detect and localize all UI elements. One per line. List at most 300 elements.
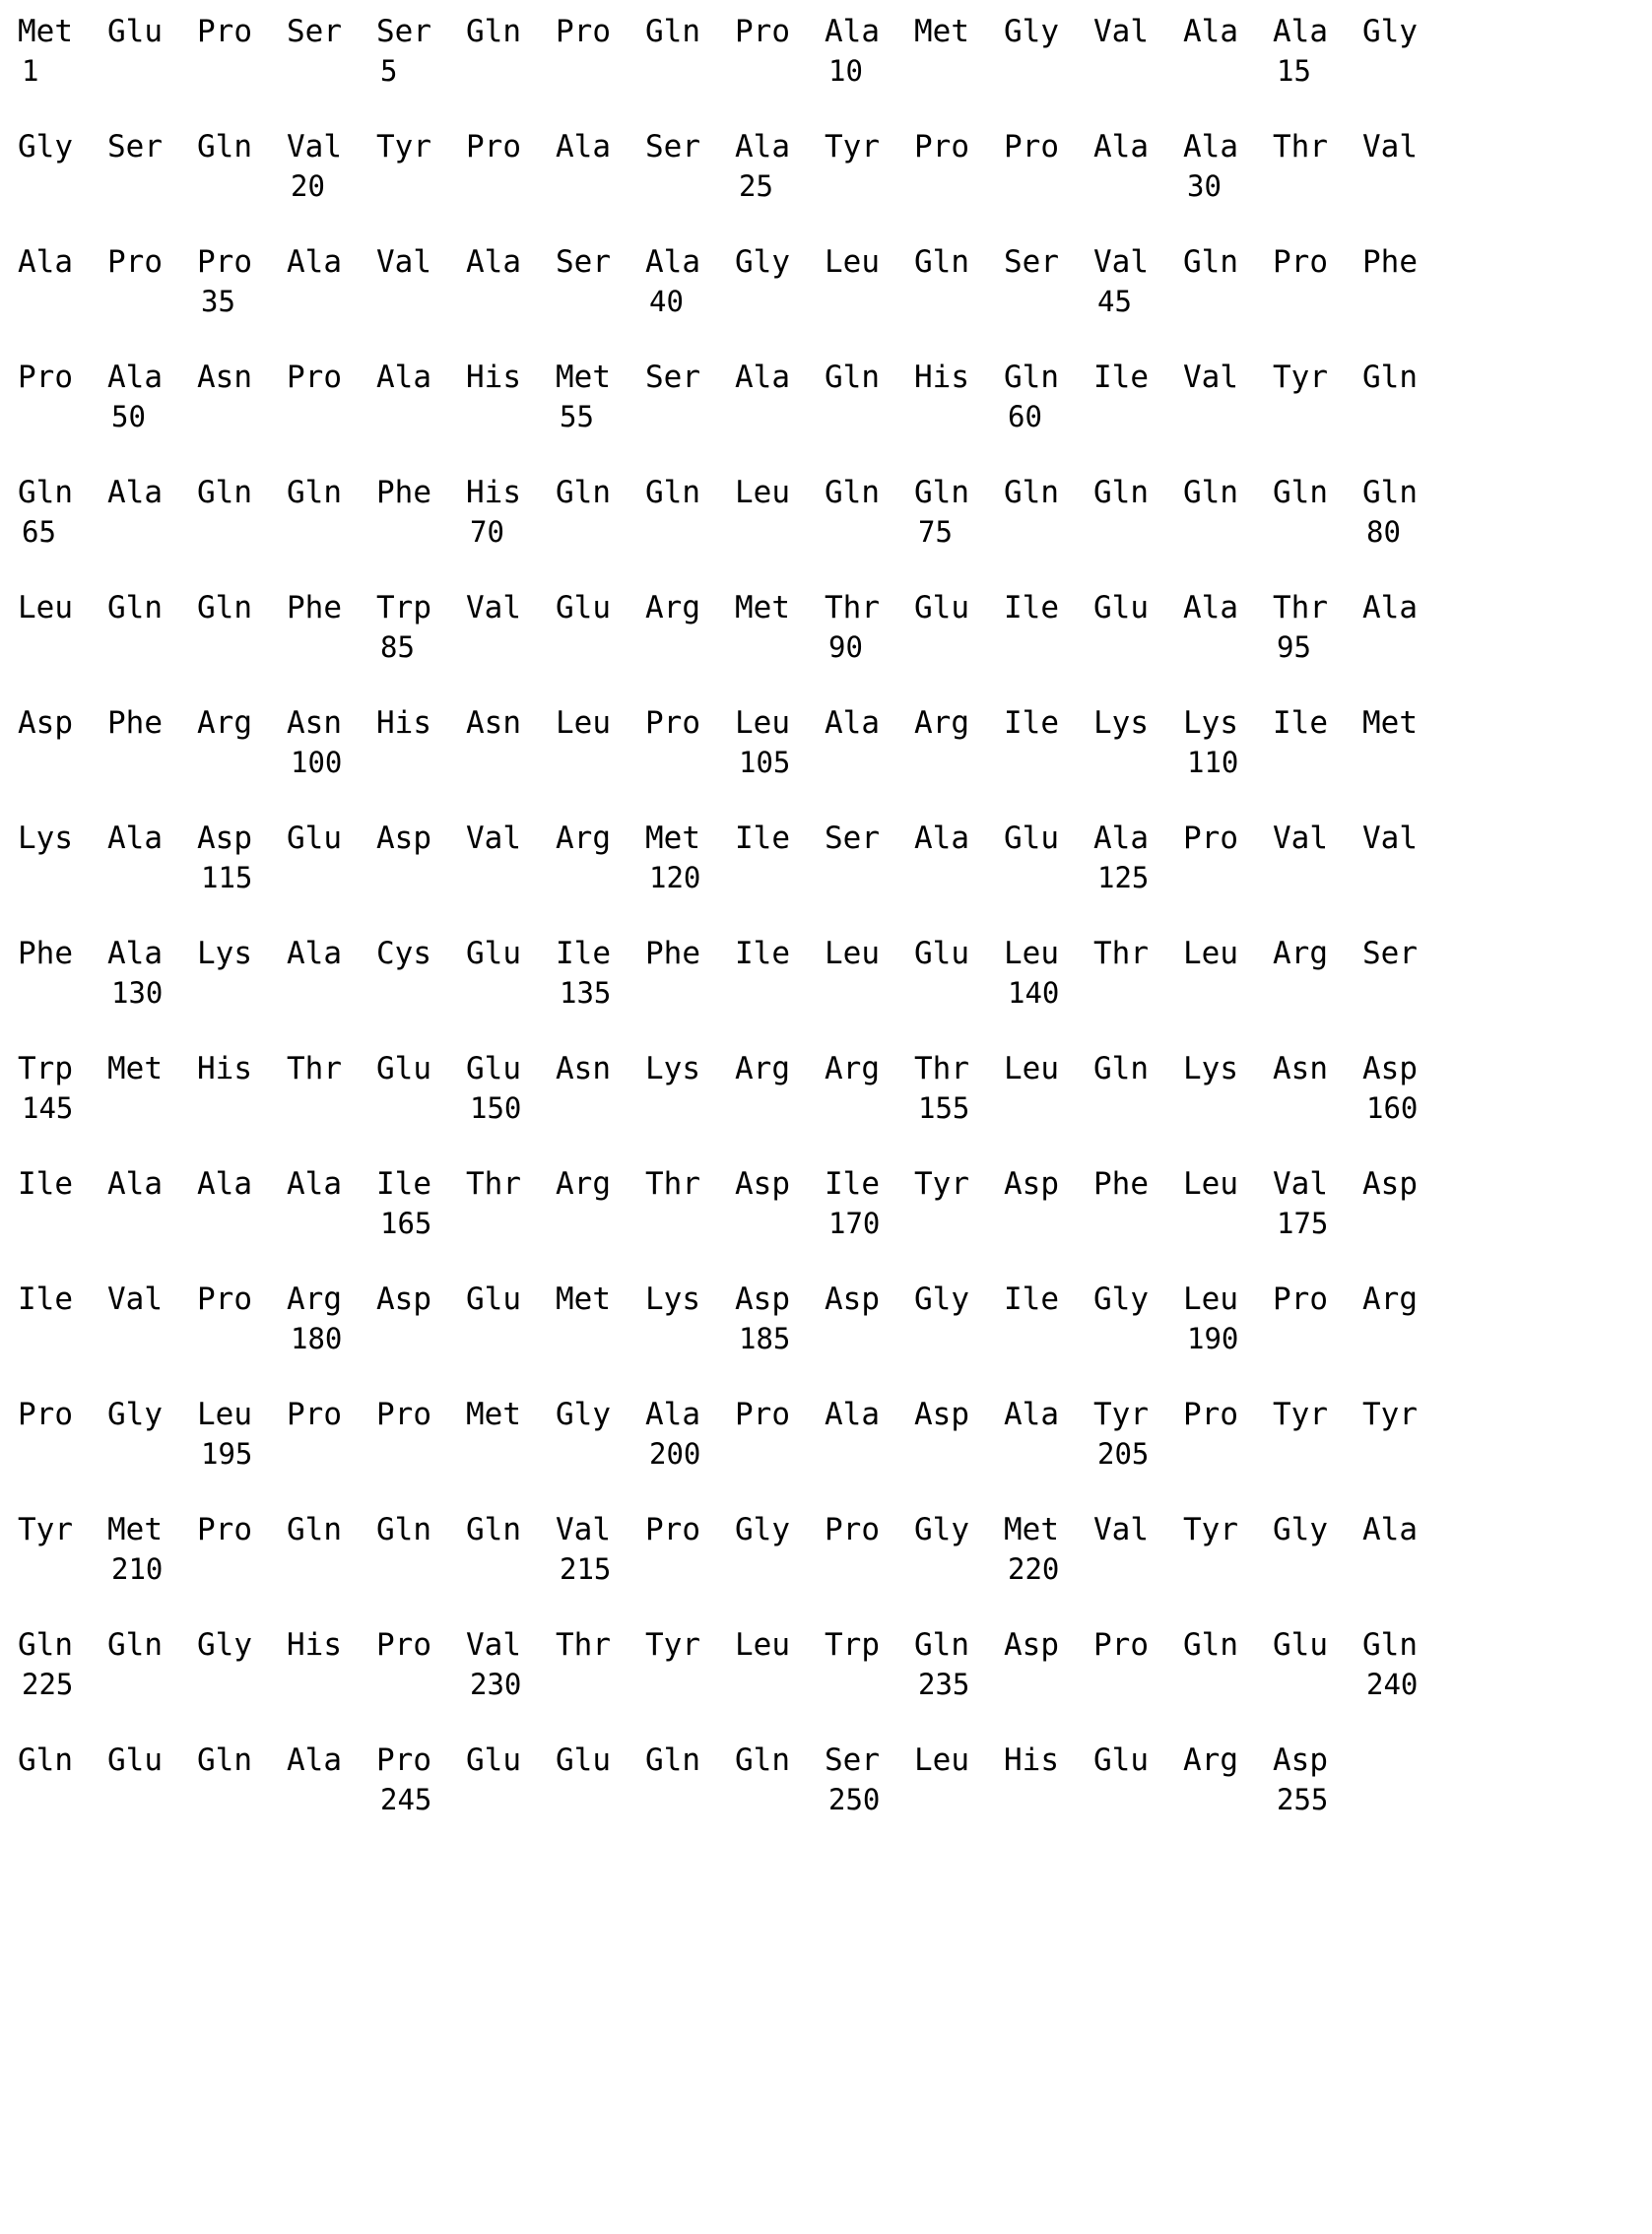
- residue-code: Gln: [1093, 475, 1149, 510]
- residue-code: Met: [735, 590, 790, 625]
- residue-cell: [287, 1742, 376, 1816]
- residue-code: Pro: [1183, 821, 1238, 856]
- residue-position-number: 60: [1008, 400, 1042, 433]
- residue-code: His: [466, 475, 521, 510]
- residue-code: Gly: [18, 129, 73, 164]
- residue-cell: [1362, 1281, 1452, 1355]
- residue-cell: [466, 1397, 556, 1471]
- residue-code: Ile: [1093, 360, 1149, 395]
- residue-cell: [914, 129, 1004, 203]
- residue-code: Pro: [735, 1397, 790, 1432]
- residue-cell: [376, 1281, 466, 1355]
- residue-code: Ala: [1362, 1512, 1418, 1547]
- residue-code: Gly: [914, 1281, 969, 1317]
- residue-cell: [1362, 590, 1452, 664]
- residue-cell: [18, 14, 107, 88]
- residue-cell: [1183, 1166, 1273, 1240]
- residue-code: Ala: [107, 936, 163, 971]
- residue-cell: [825, 705, 914, 779]
- residue-cell: [735, 244, 825, 318]
- residue-code: Ser: [645, 129, 700, 164]
- residue-cell: [1093, 705, 1183, 779]
- residue-cell: [197, 1627, 287, 1701]
- residue-cell: [18, 360, 107, 433]
- residue-cell: [1093, 1512, 1183, 1586]
- residue-code: Gln: [197, 475, 252, 510]
- sequence-line: [18, 1512, 1652, 1586]
- residue-cell: [825, 360, 914, 433]
- residue-cell: [735, 705, 825, 779]
- residue-code: Trp: [376, 590, 431, 625]
- residue-cell: [197, 129, 287, 203]
- residue-cell: [556, 14, 645, 88]
- residue-code: Thr: [1273, 129, 1328, 164]
- residue-cell: [107, 1742, 197, 1816]
- residue-code: Gln: [376, 1512, 431, 1547]
- residue-cell: [914, 1281, 1004, 1355]
- residue-cell: [466, 1281, 556, 1355]
- residue-code: Met: [18, 14, 73, 49]
- residue-code: Ser: [645, 360, 700, 395]
- residue-code: Pro: [1093, 1627, 1149, 1663]
- residue-code: Ser: [1004, 244, 1059, 280]
- residue-cell: [645, 1281, 735, 1355]
- residue-code: Leu: [1183, 936, 1238, 971]
- residue-cell: [825, 1281, 914, 1355]
- residue-code: Ala: [1273, 14, 1328, 49]
- residue-cell: [825, 1166, 914, 1240]
- residue-cell: [914, 14, 1004, 88]
- residue-cell: [1004, 1742, 1093, 1816]
- residue-code: Gln: [287, 475, 342, 510]
- residue-code: Arg: [1273, 936, 1328, 971]
- residue-cell: [376, 360, 466, 433]
- residue-code: Pro: [197, 14, 252, 49]
- residue-code: Tyr: [18, 1512, 73, 1547]
- residue-cell: [1093, 244, 1183, 318]
- residue-cell: [735, 475, 825, 549]
- residue-code: Val: [376, 244, 431, 280]
- residue-code: Pro: [466, 129, 521, 164]
- residue-code: Ala: [825, 14, 880, 49]
- residue-cell: [107, 129, 197, 203]
- residue-code: Gln: [1004, 360, 1059, 395]
- residue-code: Ala: [735, 129, 790, 164]
- residue-cell: [914, 1397, 1004, 1471]
- sequence-line: [18, 821, 1652, 894]
- residue-cell: [914, 1742, 1004, 1816]
- residue-cell: [1004, 1512, 1093, 1586]
- residue-code: Arg: [825, 1051, 880, 1086]
- residue-cell: [1273, 705, 1362, 779]
- residue-code: Ser: [107, 129, 163, 164]
- residue-cell: [287, 821, 376, 894]
- residue-code: Lys: [18, 821, 73, 856]
- residue-code: Phe: [645, 936, 700, 971]
- residue-code: Pro: [197, 1512, 252, 1547]
- residue-code: Ile: [18, 1166, 73, 1202]
- residue-cell: [287, 14, 376, 88]
- residue-code: Arg: [1183, 1742, 1238, 1778]
- residue-position-number: 130: [111, 976, 164, 1010]
- residue-cell: [466, 360, 556, 433]
- residue-code: Gly: [1093, 1281, 1149, 1317]
- residue-code: Ala: [1183, 590, 1238, 625]
- residue-cell: [287, 1397, 376, 1471]
- residue-cell: [18, 1281, 107, 1355]
- residue-code: Asp: [18, 705, 73, 741]
- residue-code: Ala: [376, 360, 431, 395]
- residue-code: Cys: [376, 936, 431, 971]
- residue-position-number: 5: [380, 54, 398, 88]
- residue-cell: [1093, 1281, 1183, 1355]
- residue-cell: [914, 1166, 1004, 1240]
- residue-code: Pro: [645, 1512, 700, 1547]
- residue-code: Val: [1273, 1166, 1328, 1202]
- residue-cell: [1093, 590, 1183, 664]
- residue-cell: [107, 1627, 197, 1701]
- residue-cell: [556, 1281, 645, 1355]
- residue-code: Ala: [825, 705, 880, 741]
- residue-code: Leu: [1183, 1281, 1238, 1317]
- residue-code: Pro: [914, 129, 969, 164]
- residue-cell: [1362, 936, 1452, 1010]
- residue-code: Arg: [1362, 1281, 1418, 1317]
- residue-code: Met: [107, 1512, 163, 1547]
- residue-code: Arg: [287, 1281, 342, 1317]
- residue-cell: [287, 1051, 376, 1125]
- residue-code: Asp: [735, 1166, 790, 1202]
- residue-cell: [107, 14, 197, 88]
- residue-code: Gln: [1183, 1627, 1238, 1663]
- residue-code: Phe: [1362, 244, 1418, 280]
- residue-cell: [18, 1512, 107, 1586]
- sequence-line: [18, 590, 1652, 664]
- residue-code: Thr: [1273, 590, 1328, 625]
- residue-position-number: 115: [201, 861, 253, 894]
- residue-cell: [645, 1397, 735, 1471]
- residue-code: Ala: [1093, 821, 1149, 856]
- residue-code: Gly: [735, 244, 790, 280]
- residue-code: Tyr: [1273, 1397, 1328, 1432]
- residue-code: Met: [107, 1051, 163, 1086]
- residue-position-number: 205: [1097, 1437, 1150, 1471]
- residue-cell: [914, 360, 1004, 433]
- residue-code: Gln: [914, 244, 969, 280]
- residue-cell: [466, 1742, 556, 1816]
- residue-cell: [735, 936, 825, 1010]
- residue-position-number: 240: [1366, 1668, 1419, 1701]
- residue-cell: [1273, 360, 1362, 433]
- residue-cell: [825, 475, 914, 549]
- residue-cell: [1183, 705, 1273, 779]
- residue-code: Gln: [1183, 244, 1238, 280]
- residue-cell: [1093, 1397, 1183, 1471]
- residue-code: Asp: [376, 1281, 431, 1317]
- residue-cell: [735, 1051, 825, 1125]
- residue-cell: [1273, 1397, 1362, 1471]
- residue-code: Val: [466, 1627, 521, 1663]
- residue-cell: [735, 14, 825, 88]
- residue-code: Asn: [287, 705, 342, 741]
- residue-code: Ala: [1362, 590, 1418, 625]
- residue-code: Glu: [466, 936, 521, 971]
- sequence-line: [18, 129, 1652, 203]
- residue-code: Gln: [197, 129, 252, 164]
- residue-cell: [466, 244, 556, 318]
- residue-code: Glu: [287, 821, 342, 856]
- residue-cell: [1183, 1051, 1273, 1125]
- residue-cell: [376, 1051, 466, 1125]
- residue-code: Leu: [735, 475, 790, 510]
- residue-cell: [1183, 360, 1273, 433]
- residue-cell: [466, 1166, 556, 1240]
- residue-code: Glu: [466, 1281, 521, 1317]
- residue-code: Thr: [1093, 936, 1149, 971]
- residue-code: Gln: [1273, 475, 1328, 510]
- residue-code: Ala: [645, 244, 700, 280]
- residue-position-number: 200: [649, 1437, 701, 1471]
- residue-cell: [1093, 936, 1183, 1010]
- residue-cell: [1362, 1627, 1452, 1701]
- residue-code: Glu: [107, 1742, 163, 1778]
- residue-code: Pro: [197, 244, 252, 280]
- residue-code: Val: [1093, 14, 1149, 49]
- residue-code: Asp: [825, 1281, 880, 1317]
- residue-cell: [376, 705, 466, 779]
- residue-cell: [1093, 475, 1183, 549]
- residue-cell: [1273, 1166, 1362, 1240]
- residue-cell: [287, 1627, 376, 1701]
- residue-cell: [1362, 1051, 1452, 1125]
- residue-cell: [1183, 1397, 1273, 1471]
- residue-code: Ala: [1183, 14, 1238, 49]
- residue-cell: [376, 936, 466, 1010]
- residue-code: Tyr: [1273, 360, 1328, 395]
- residue-position-number: 135: [560, 976, 612, 1010]
- residue-cell: [645, 360, 735, 433]
- residue-code: Phe: [18, 936, 73, 971]
- residue-position-number: 165: [380, 1207, 432, 1240]
- sequence-line: [18, 1742, 1652, 1816]
- residue-cell: [1273, 590, 1362, 664]
- residue-cell: [556, 244, 645, 318]
- residue-code: Val: [556, 1512, 611, 1547]
- residue-cell: [1004, 590, 1093, 664]
- residue-cell: [466, 475, 556, 549]
- residue-code: Leu: [825, 244, 880, 280]
- residue-cell: [556, 1512, 645, 1586]
- residue-code: Gln: [18, 475, 73, 510]
- residue-code: Ala: [735, 360, 790, 395]
- residue-code: Gln: [107, 1627, 163, 1663]
- residue-code: Glu: [376, 1051, 431, 1086]
- residue-cell: [825, 936, 914, 1010]
- residue-code: Gln: [107, 590, 163, 625]
- residue-code: Pro: [18, 360, 73, 395]
- residue-code: Gln: [466, 14, 521, 49]
- residue-code: Phe: [107, 705, 163, 741]
- residue-code: Ala: [287, 244, 342, 280]
- residue-code: Glu: [466, 1742, 521, 1778]
- residue-cell: [914, 1627, 1004, 1701]
- residue-cell: [466, 705, 556, 779]
- residue-cell: [1004, 1281, 1093, 1355]
- residue-code: His: [1004, 1742, 1059, 1778]
- residue-cell: [107, 705, 197, 779]
- residue-cell: [645, 1742, 735, 1816]
- sequence-line: [18, 1051, 1652, 1125]
- residue-cell: [376, 1397, 466, 1471]
- residue-code: Trp: [825, 1627, 880, 1663]
- residue-code: Arg: [556, 821, 611, 856]
- residue-code: Glu: [556, 590, 611, 625]
- residue-cell: [1362, 705, 1452, 779]
- residue-code: His: [914, 360, 969, 395]
- residue-code: Ile: [376, 1166, 431, 1202]
- residue-cell: [1004, 1627, 1093, 1701]
- residue-position-number: 25: [739, 169, 773, 203]
- residue-cell: [556, 1166, 645, 1240]
- residue-cell: [1362, 1397, 1452, 1471]
- residue-cell: [197, 590, 287, 664]
- residue-cell: [197, 360, 287, 433]
- residue-cell: [466, 129, 556, 203]
- residue-position-number: 40: [649, 285, 684, 318]
- residue-code: Gln: [1362, 360, 1418, 395]
- residue-position-number: 120: [649, 861, 701, 894]
- residue-cell: [287, 475, 376, 549]
- residue-code: Pro: [287, 360, 342, 395]
- residue-cell: [1362, 244, 1452, 318]
- residue-cell: [645, 590, 735, 664]
- residue-cell: [376, 1166, 466, 1240]
- residue-position-number: 45: [1097, 285, 1132, 318]
- residue-code: Tyr: [376, 129, 431, 164]
- residue-position-number: 30: [1187, 169, 1222, 203]
- residue-code: Pro: [287, 1397, 342, 1432]
- residue-code: Lys: [1183, 1051, 1238, 1086]
- residue-cell: [1004, 1166, 1093, 1240]
- residue-cell: [197, 821, 287, 894]
- residue-position-number: 140: [1008, 976, 1060, 1010]
- residue-cell: [556, 1051, 645, 1125]
- residue-cell: [1273, 1512, 1362, 1586]
- residue-code: Val: [1362, 129, 1418, 164]
- residue-cell: [466, 14, 556, 88]
- residue-cell: [1093, 1166, 1183, 1240]
- residue-cell: [287, 1512, 376, 1586]
- residue-cell: [197, 14, 287, 88]
- residue-code: Ala: [914, 821, 969, 856]
- residue-cell: [197, 244, 287, 318]
- residue-cell: [287, 1281, 376, 1355]
- residue-cell: [825, 244, 914, 318]
- sequence-line: [18, 1397, 1652, 1471]
- residue-code: Pro: [376, 1627, 431, 1663]
- residue-code: Glu: [1273, 1627, 1328, 1663]
- residue-cell: [556, 936, 645, 1010]
- residue-cell: [556, 129, 645, 203]
- residue-code: Tyr: [645, 1627, 700, 1663]
- residue-cell: [825, 1512, 914, 1586]
- residue-code: Pro: [645, 705, 700, 741]
- residue-code: Gln: [1093, 1051, 1149, 1086]
- residue-cell: [735, 821, 825, 894]
- residue-code: Thr: [556, 1627, 611, 1663]
- residue-cell: [1093, 821, 1183, 894]
- residue-cell: [1093, 1742, 1183, 1816]
- residue-cell: [914, 475, 1004, 549]
- residue-code: Asp: [1273, 1742, 1328, 1778]
- residue-cell: [645, 129, 735, 203]
- residue-code: Leu: [18, 590, 73, 625]
- residue-code: Ser: [556, 244, 611, 280]
- residue-cell: [645, 1627, 735, 1701]
- residue-code: Gln: [645, 14, 700, 49]
- residue-code: Arg: [914, 705, 969, 741]
- residue-code: Gln: [556, 475, 611, 510]
- residue-cell: [645, 1512, 735, 1586]
- residue-cell: [1004, 1397, 1093, 1471]
- residue-code: Ser: [825, 1742, 880, 1778]
- residue-code: Gly: [735, 1512, 790, 1547]
- residue-position-number: 70: [470, 515, 504, 549]
- residue-code: Pro: [1183, 1397, 1238, 1432]
- residue-code: Gln: [1183, 475, 1238, 510]
- residue-code: Arg: [735, 1051, 790, 1086]
- residue-code: Ala: [466, 244, 521, 280]
- residue-cell: [735, 1397, 825, 1471]
- residue-position-number: 10: [828, 54, 863, 88]
- residue-code: Gly: [556, 1397, 611, 1432]
- residue-position-number: 190: [1187, 1322, 1239, 1355]
- residue-code: Arg: [645, 590, 700, 625]
- residue-code: Val: [1093, 244, 1149, 280]
- residue-position-number: 15: [1277, 54, 1311, 88]
- residue-code: Ile: [735, 936, 790, 971]
- residue-position-number: 65: [22, 515, 56, 549]
- residue-cell: [645, 821, 735, 894]
- residue-code: Ser: [287, 14, 342, 49]
- residue-cell: [1362, 1166, 1452, 1240]
- residue-position-number: 245: [380, 1783, 432, 1816]
- residue-code: Lys: [1093, 705, 1149, 741]
- residue-cell: [556, 590, 645, 664]
- residue-cell: [376, 14, 466, 88]
- residue-code: Glu: [1004, 821, 1059, 856]
- sequence-line: [18, 1627, 1652, 1701]
- sequence-line: [18, 1281, 1652, 1355]
- residue-cell: [197, 1397, 287, 1471]
- residue-code: Lys: [645, 1051, 700, 1086]
- residue-cell: [376, 821, 466, 894]
- sequence-line: [18, 705, 1652, 779]
- residue-code: Gln: [645, 1742, 700, 1778]
- residue-code: Thr: [466, 1166, 521, 1202]
- residue-code: Gln: [914, 475, 969, 510]
- residue-position-number: 180: [291, 1322, 343, 1355]
- residue-code: Lys: [1183, 705, 1238, 741]
- residue-cell: [287, 244, 376, 318]
- residue-position-number: 1: [22, 54, 39, 88]
- residue-code: Asn: [1273, 1051, 1328, 1086]
- residue-code: Ala: [556, 129, 611, 164]
- residue-code: Thr: [825, 590, 880, 625]
- residue-cell: [1183, 475, 1273, 549]
- residue-cell: [107, 1397, 197, 1471]
- residue-code: Gln: [914, 1627, 969, 1663]
